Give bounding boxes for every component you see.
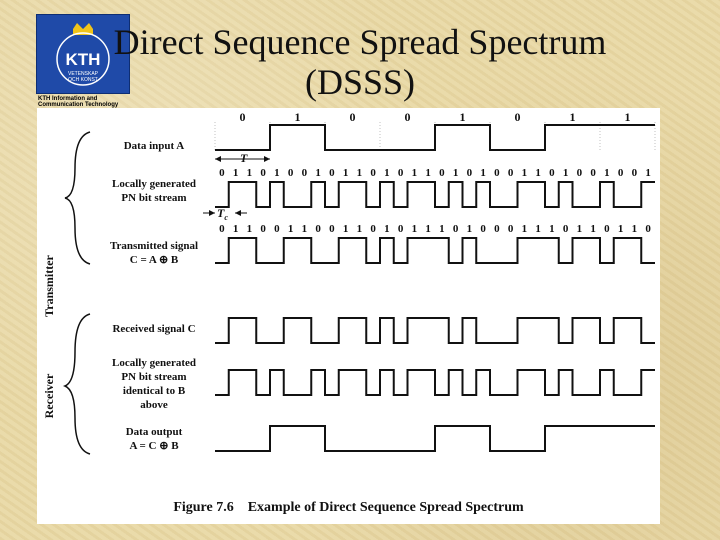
waveforms [215,110,655,451]
pn-tx-waveform [215,182,655,207]
tx-bit-label-28: 0 [604,223,610,235]
pn-bit-label-8: 0 [329,167,335,179]
transmitter-brace [65,132,90,264]
tx-bit-label-19: 0 [480,223,486,235]
tx-bit-label-21: 0 [507,223,514,235]
pn-bit-label-31: 1 [645,167,651,179]
figure-caption-number: Figure 7.6 [173,500,234,515]
tx-bit-label-27: 1 [590,223,596,235]
slide-title-line-1: Direct Sequence Spread Spectrum [113,22,607,62]
logo-subtext-2: OCH KONST [68,77,98,83]
label-tx-signal-2: C = A ⊕ B [129,254,179,266]
pn-bit-label-23: 1 [535,167,541,179]
tx-bit-label-4: 0 [274,223,280,235]
pn-bit-label-24: 0 [549,167,555,179]
pn-bit-label-4: 1 [274,167,280,179]
tx-bit-label-18: 1 [466,223,473,235]
pn-bit-label-0: 0 [219,167,225,179]
label-pn-rx-1: Locally generated [111,357,197,369]
pn-bit-label-6: 0 [301,167,308,179]
tx-bit-label-31: 0 [645,223,651,235]
pn-bit-label-19: 1 [480,167,486,179]
pn-bit-label-2: 1 [246,167,253,179]
received-waveform [215,318,655,343]
pn-bit-label-27: 0 [590,167,596,179]
tx-bit-label-20: 0 [494,223,500,235]
tx-bit-label-14: 1 [411,223,418,235]
data-input-waveform [215,125,655,150]
tx-bit-label-6: 1 [301,223,308,235]
slide-title-line-2: (DSSS) [304,62,416,102]
chip-arrow-right-head [235,210,241,216]
tx-bit-label-8: 0 [329,223,335,235]
pn-bit-label-29: 0 [617,167,624,179]
label-pn-rx-3: identical to B [122,385,186,397]
pn-bit-label-12: 1 [384,167,390,179]
data-bit-label-7: 1 [624,110,631,124]
pn-bit-label-17: 1 [452,167,459,179]
dsss-figure [37,108,660,524]
tx-bit-label-29: 1 [617,223,624,235]
tx-bit-label-10: 1 [356,223,363,235]
period-arrow-left-head [215,156,221,162]
data-bit-label-0: 0 [239,110,246,124]
tx-bit-label-16: 1 [439,223,445,235]
tx-bit-label-22: 1 [521,223,528,235]
period-label: T [240,151,248,165]
tx-bit-label-17: 0 [452,223,459,235]
pn-bit-label-30: 0 [631,167,638,179]
pn-rx-waveform [215,370,655,395]
data-bit-label-1: 1 [294,110,301,124]
data-bit-label-5: 0 [514,110,521,124]
tx-bit-label-5: 1 [287,223,294,235]
label-pn-tx-1: Locally generated [111,178,197,190]
pn-bit-label-10: 1 [356,167,363,179]
pn-bit-label-5: 0 [287,167,294,179]
pn-bit-label-1: 1 [232,167,239,179]
logo-subtext-1: VETENSKAP [67,71,99,77]
pn-bit-label-7: 1 [315,167,321,179]
data-bit-label-4: 1 [459,110,466,124]
pn-bit-label-13: 0 [397,167,404,179]
pn-bit-label-18: 0 [466,167,473,179]
tx-signal-waveform [215,238,655,263]
data-bit-label-2: 0 [349,110,356,124]
pn-bit-label-26: 0 [576,167,583,179]
label-received: Received signal C [112,323,196,335]
logo-caption-line-2: Communication Technology [38,102,119,108]
pn-bit-label-3: 0 [260,167,266,179]
tx-bit-label-1: 1 [232,223,239,235]
logo-text: KTH [65,50,101,69]
tx-bit-label-30: 1 [631,223,638,235]
pn-bit-label-11: 0 [370,167,376,179]
tx-bit-label-25: 0 [562,223,569,235]
tx-bit-label-13: 0 [397,223,404,235]
label-pn-tx-2: PN bit stream [121,192,187,204]
figure-caption-text: Example of Direct Sequence Spread Spectrum [247,500,524,515]
receiver-brace [65,314,90,454]
label-pn-rx-2: PN bit stream [121,371,187,383]
label-data-input: Data input A [123,140,185,152]
chip-label [217,206,228,222]
tx-bit-label-12: 1 [384,223,390,235]
tx-bit-label-23: 1 [535,223,541,235]
chip-label-sub: c [224,213,228,222]
pn-bit-label-20: 0 [494,167,500,179]
pn-bit-label-9: 1 [342,167,349,179]
chip-label-t: T [217,206,225,220]
pn-bit-label-16: 0 [439,167,445,179]
period-arrow-right-head [264,156,270,162]
pn-bit-label-15: 1 [425,167,431,179]
tx-bit-label-9: 1 [342,223,349,235]
tx-bit-label-11: 0 [370,223,376,235]
tx-bit-label-3: 0 [260,223,266,235]
pn-bit-label-28: 1 [604,167,610,179]
figure-caption [37,500,660,516]
tx-bit-label-0: 0 [219,223,225,235]
label-tx-signal-1: Transmitted signal [109,240,199,252]
data-bit-label-6: 1 [569,110,576,124]
pn-bit-label-22: 1 [521,167,528,179]
pn-bit-label-25: 1 [562,167,569,179]
slide-title [40,22,680,102]
tx-bit-label-2: 1 [246,223,253,235]
dsss-diagram [37,108,660,500]
tx-bit-label-15: 1 [425,223,431,235]
logo-caption-line-1: KTH Information and [38,96,98,102]
tx-bit-label-24: 1 [549,223,555,235]
data-output-waveform [215,426,655,451]
label-output-2: A = C ⊕ B [129,440,179,452]
label-output-1: Data output [125,426,183,438]
tx-bit-label-7: 0 [315,223,321,235]
pn-bit-label-14: 1 [411,167,418,179]
chip-arrow-left-head [209,210,215,216]
tx-bit-label-26: 1 [576,223,583,235]
transmitter-label: Transmitter [42,255,56,317]
label-pn-rx-4: above [140,399,168,411]
pn-bit-label-21: 0 [507,167,514,179]
receiver-label: Receiver [42,373,56,419]
data-bit-label-3: 0 [404,110,411,124]
